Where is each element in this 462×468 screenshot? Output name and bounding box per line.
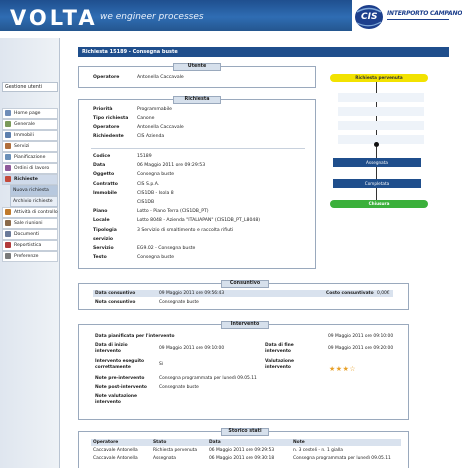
partner-logo-underline xyxy=(387,19,449,20)
intervento-eseguito-label-2: correttamente xyxy=(95,365,131,370)
sidebar-item[interactable] xyxy=(10,185,58,196)
sidebar-item-label: Richieste xyxy=(14,176,38,182)
richiesta-row xyxy=(93,116,154,122)
data-fine-label: Data di fine xyxy=(265,343,294,348)
utente-panel-tab: Utente xyxy=(173,63,221,71)
rating-star-icon: ☆ xyxy=(349,365,357,373)
sidebar-item-label: Nuova richiesta xyxy=(13,187,49,193)
menu-item-icon xyxy=(5,132,11,138)
richiesta-row-value: Antonella Caccavale xyxy=(137,125,184,130)
sidebar-item-label: Pianificazione xyxy=(14,154,46,160)
richiesta-row xyxy=(93,163,205,169)
sidebar-item[interactable] xyxy=(2,251,58,262)
richiesta-row-value: Lotto 8048 - Azienda "ITALIAPAN" (CIS1DB_PT_L8048) xyxy=(137,218,261,224)
richiesta-row-value: 15189 xyxy=(137,154,152,159)
richiesta-row xyxy=(93,134,164,140)
menu-item-icon xyxy=(5,121,11,127)
storico-cell: Consegna programmata per lunedì 09.05.11 xyxy=(293,455,391,461)
rating-star-icon: ★ xyxy=(335,365,343,373)
tagline: we engineer processes xyxy=(100,12,204,22)
richiesta-row xyxy=(93,172,174,178)
sidebar-item-label: Generale xyxy=(14,121,35,127)
workflow-connector xyxy=(376,167,377,179)
workflow-placeholder xyxy=(338,107,424,116)
richiesta-row-value: Consegna buste xyxy=(137,172,175,178)
storico-col-operatore: Operatore xyxy=(93,440,119,445)
sidebar-item-label: Immobili xyxy=(14,132,34,138)
richiesta-row xyxy=(93,228,233,234)
data-consuntivo-value: 09 Maggio 2011 ore 09:56:43 xyxy=(159,291,225,296)
consuntivo-panel xyxy=(78,283,409,310)
storico-cell: Richiesta pervenuta xyxy=(153,448,198,453)
richiesta-row-value: CIS1DB xyxy=(137,200,155,205)
interporto-campano-logo: INTERPORTO CAMPANO xyxy=(387,10,462,17)
menu-item-icon xyxy=(5,242,11,248)
costo-consuntivato-label: Costo consuntivato xyxy=(326,291,374,296)
richiesta-divider xyxy=(91,148,305,149)
note-pre-intervento-label: Note pre-intervento xyxy=(95,376,145,381)
menu-item-icon xyxy=(5,209,11,215)
richiesta-row-label: Locale xyxy=(93,218,110,224)
valutazione-rating xyxy=(329,365,356,373)
sidebar-item[interactable] xyxy=(2,207,58,218)
rating-star-icon: ★ xyxy=(342,365,350,373)
utente-panel xyxy=(78,66,316,88)
note-valutazione-label-2: intervento xyxy=(95,400,121,405)
richiesta-row-label: Testo xyxy=(93,255,107,261)
workflow-placeholder xyxy=(338,93,424,102)
sidebar-item-label: Preferenze xyxy=(14,253,39,259)
intervento-eseguito-label: Intervento eseguito xyxy=(95,359,145,364)
sidebar-item[interactable] xyxy=(2,108,58,119)
sidebar-item[interactable] xyxy=(2,174,58,185)
richiesta-row-value: CIS1DB - Isola 8 xyxy=(137,190,174,196)
storico-cell: 06 Maggio 2011 ore 09:30:18 xyxy=(209,455,275,461)
richiesta-panel xyxy=(78,99,316,269)
sidebar-item-label: Documenti xyxy=(14,231,40,237)
user-management-link[interactable]: Gestione utenti xyxy=(2,82,58,92)
operatore-row xyxy=(93,75,184,81)
intervento-eseguito-value: Sì xyxy=(159,362,164,367)
intervento-panel xyxy=(78,324,409,420)
storico-panel xyxy=(78,431,409,468)
note-post-intervento-label: Note post-intervento xyxy=(95,385,147,390)
nota-consuntivo-value: Consegnate buste xyxy=(159,300,199,305)
volta-logo: VOLTA xyxy=(10,6,98,30)
data-inizio-label: Data di inizio xyxy=(95,343,128,348)
richiesta-row xyxy=(93,218,260,224)
workflow-placeholder xyxy=(338,135,424,144)
richiesta-row-value: CIS Azienda xyxy=(137,134,165,139)
data-pianificata-value: 09 Maggio 2011 ore 09:10:00 xyxy=(328,334,394,339)
richiesta-row-label: Oggetto xyxy=(93,172,115,178)
app-header xyxy=(0,0,462,38)
consuntivo-header-row xyxy=(93,290,393,297)
menu-item-icon xyxy=(5,165,11,171)
richiesta-row-label: Data xyxy=(93,163,106,169)
storico-cell: 06 Maggio 2011 ore 09:29:53 xyxy=(209,448,275,453)
richiesta-row xyxy=(93,209,209,215)
costo-consuntivato-value: 0,00€ xyxy=(377,291,390,296)
workflow-connector xyxy=(376,147,377,158)
data-fine-value: 09 Maggio 2011 ore 09:20:00 xyxy=(328,346,394,351)
workflow-start-state: Richiesta pervenuta xyxy=(330,74,428,82)
intervento-panel-tab: Intervento xyxy=(221,321,269,329)
richiesta-row-value: CIS S.p.A. xyxy=(137,181,160,187)
richiesta-row-label: Immobile xyxy=(93,190,117,196)
richiesta-row xyxy=(93,255,174,261)
richiesta-row-value: Programmabile xyxy=(137,107,172,112)
data-consuntivo-label: Data consuntivo xyxy=(95,291,136,296)
storico-cell: Assegnata xyxy=(153,455,176,461)
richiesta-panel-tab: Richiesta xyxy=(173,96,221,104)
storico-header-row xyxy=(91,439,401,446)
sidebar-menu xyxy=(2,108,58,262)
menu-item-icon xyxy=(5,220,11,226)
valutazione-label: Valutazione xyxy=(265,359,294,364)
sidebar-item[interactable] xyxy=(2,163,58,174)
cis-logo xyxy=(354,3,384,31)
richiesta-row-value: 3 Servizio di smaltimento e raccolta rifiuti xyxy=(137,227,234,233)
richiesta-row xyxy=(93,237,137,243)
menu-item-icon xyxy=(5,154,11,160)
consuntivo-panel-tab: Consuntivo xyxy=(221,280,269,288)
richiesta-row-value: Lotto - Piano Terra (CIS1DB_PT) xyxy=(137,209,209,215)
data-pianificata-label: Data pianificata per l'intervento xyxy=(95,334,175,339)
menu-item-icon xyxy=(5,231,11,237)
workflow-placeholder xyxy=(338,121,424,130)
workflow-connector xyxy=(376,188,377,200)
richiesta-row xyxy=(93,200,154,206)
workflow-completed-state: Completata xyxy=(333,179,421,188)
richiesta-row-label: Richiedente xyxy=(93,134,124,139)
note-post-intervento-value: Consegnate buste xyxy=(159,385,199,390)
valutazione-label-2: intervento xyxy=(265,365,291,370)
richiesta-row-label xyxy=(93,200,137,206)
menu-item-icon xyxy=(5,176,11,182)
sidebar-item[interactable] xyxy=(2,240,58,251)
page-title: Richiesta 15189 - Consegna buste xyxy=(78,47,449,57)
sidebar-item[interactable] xyxy=(2,141,58,152)
menu-item-icon xyxy=(5,110,11,116)
sidebar-item-label: Reportistica xyxy=(14,242,42,248)
richiesta-row-label: Tipo richiesta xyxy=(93,116,129,121)
richiesta-row xyxy=(93,246,195,252)
data-inizio-label-2: intervento xyxy=(95,349,121,354)
richiesta-row-value: EG9.02 - Consegna buste xyxy=(137,246,196,251)
sidebar-item[interactable] xyxy=(2,152,58,163)
workflow-end-state: Chiusura xyxy=(330,200,428,208)
richiesta-row xyxy=(93,125,184,131)
sidebar-item[interactable] xyxy=(2,229,58,240)
brand-bar xyxy=(0,0,352,31)
sidebar xyxy=(0,38,60,468)
menu-item-icon xyxy=(5,143,11,149)
note-pre-intervento-value: Consegna programmata per lunedì 09.05.11 xyxy=(159,376,257,381)
richiesta-row-value: Consegna buste xyxy=(137,255,175,261)
data-inizio-value: 09 Maggio 2011 ore 09:10:00 xyxy=(159,346,225,351)
richiesta-row-label: Codice xyxy=(93,154,111,159)
sidebar-item[interactable] xyxy=(2,218,58,229)
richiesta-row-label: Contratto xyxy=(93,181,118,187)
richiesta-row xyxy=(93,182,159,188)
menu-item-icon xyxy=(5,253,11,259)
sidebar-item-label: Archivio richieste xyxy=(13,198,53,204)
richiesta-row-label: Servizio xyxy=(93,246,114,251)
storico-cell: Caccavale Antonella xyxy=(93,455,138,461)
workflow-assigned-state: Assegnata xyxy=(333,158,421,167)
richiesta-row-label: Operatore xyxy=(93,125,120,130)
richiesta-row-value: Canone xyxy=(137,116,155,121)
sidebar-item[interactable] xyxy=(2,130,58,141)
sidebar-item[interactable] xyxy=(10,196,58,207)
sidebar-item-label: Ordini di lavoro xyxy=(14,165,50,171)
storico-col-data: Data xyxy=(209,440,221,445)
sidebar-item-label: Attività di controllo xyxy=(14,209,58,215)
richiesta-row-label: servizio xyxy=(93,236,114,242)
richiesta-row xyxy=(93,154,152,160)
storico-cell: n. 3 cesteli - n. 1 gialla xyxy=(293,448,343,453)
note-valutazione-label: Note valutazione xyxy=(95,394,137,399)
cis-logo-text: CIS xyxy=(361,12,378,22)
sidebar-item-label: Home page xyxy=(14,110,41,116)
data-fine-label-2: intervento xyxy=(265,349,291,354)
storico-cell: Caccavale Antonella xyxy=(93,448,138,453)
richiesta-row xyxy=(93,107,172,113)
richiesta-row-label: Priorità xyxy=(93,107,113,112)
sidebar-item-label: Sale riunioni xyxy=(14,220,43,226)
storico-col-stato: Stato xyxy=(153,440,167,445)
richiesta-row-value: 06 Maggio 2011 ore 09:29:53 xyxy=(137,163,206,169)
sidebar-item[interactable] xyxy=(2,119,58,130)
richiesta-row xyxy=(93,191,174,197)
operatore-label: Operatore xyxy=(93,75,120,80)
storico-col-note: Note xyxy=(293,440,305,445)
richiesta-row-label: Tipologia xyxy=(93,227,117,233)
richiesta-row-label: Piano xyxy=(93,209,108,215)
storico-panel-tab: Storico stati xyxy=(221,428,269,436)
nota-consuntivo-label: Nota consuntivo xyxy=(95,300,136,305)
operatore-value: Antonella Caccavale xyxy=(137,75,184,80)
rating-star-icon: ★ xyxy=(329,365,336,373)
sidebar-item-label: Servizi xyxy=(14,143,30,149)
